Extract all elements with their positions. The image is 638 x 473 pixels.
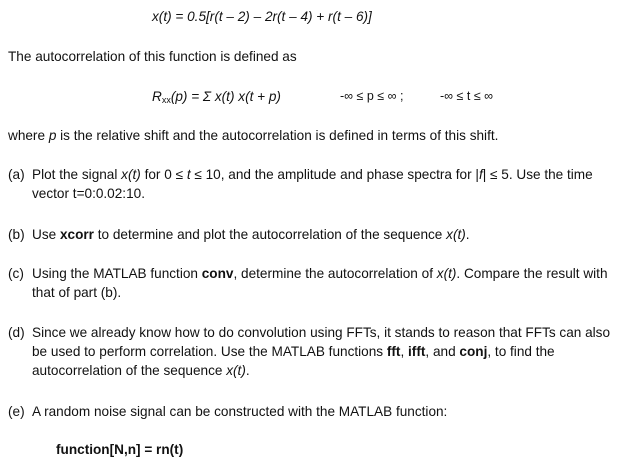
where-var: p xyxy=(48,128,57,143)
item-a-text-3: ≤ 10, and the amplitude and phase spectra for | xyxy=(190,167,479,182)
item-a-text-1: Plot the signal xyxy=(32,167,122,182)
where-post: is the relative shift and the autocorrelation is defined in terms of this shift. xyxy=(56,128,499,143)
item-d-ifft: ifft xyxy=(408,344,426,359)
item-d-label: (d) xyxy=(8,325,25,340)
item-d-conj: conj xyxy=(459,344,488,359)
item-a-t: t xyxy=(186,167,191,182)
item-b-text-3: . xyxy=(465,227,470,242)
where-text xyxy=(8,127,498,144)
item-d-text-2: , to find the autocorrelation of the sequence xyxy=(32,344,555,378)
signal-equation: x(t) = 0.5[r(t – 2) – 2r(t – 4) + r(t – 6)] xyxy=(152,9,372,24)
item-e-text-1: A random noise signal can be constructed with the MATLAB function: xyxy=(32,404,448,419)
item-c-x: x(t) xyxy=(436,266,457,281)
item-d-text-3: . xyxy=(245,363,250,378)
item-a-label: (a) xyxy=(8,167,25,182)
item-b-label: (b) xyxy=(8,227,25,242)
r-definition: (p) = Σ x(t) x(t + p) xyxy=(170,89,281,104)
item-c-text-3: . Compare the result with that of part (b). xyxy=(32,266,608,300)
item-d xyxy=(8,323,634,380)
item-c-text-1: Using the MATLAB function xyxy=(32,266,202,281)
item-c-text-2: , determine the autocorrelation of xyxy=(233,266,437,281)
autocorrelation-equation xyxy=(152,88,281,109)
where-pre: where xyxy=(8,128,49,143)
item-b-text-1: Use xyxy=(32,227,60,242)
p-range: -∞ ≤ p ≤ ∞ ; xyxy=(340,89,404,103)
item-b-text-2: to determine and plot the autocorrelation of the sequence xyxy=(93,227,447,242)
item-d-text-1: Since we already know how to do convolution using FFTs, it stands to reason that FFTs can also be used to perform correlation. Use the MATLAB functions xyxy=(32,325,611,359)
item-c xyxy=(8,264,634,302)
item-a-x: x(t) xyxy=(121,167,141,182)
item-d-comma-2: , and xyxy=(425,344,460,359)
item-a xyxy=(8,165,634,203)
item-a-f: f xyxy=(478,167,483,182)
item-a-text-2: for 0 ≤ xyxy=(140,167,187,182)
item-b-command: xcorr xyxy=(59,227,94,242)
item-e-label: (e) xyxy=(8,404,25,419)
item-c-command: conv xyxy=(201,266,234,281)
intro-text: The autocorrelation of this function is defined as xyxy=(8,49,297,64)
item-c-label: (c) xyxy=(8,266,24,281)
item-d-comma-1: , xyxy=(400,344,409,359)
item-d-fft: fft xyxy=(386,344,401,359)
item-b xyxy=(8,225,634,244)
item-d-x: x(t) xyxy=(226,363,246,378)
t-range: -∞ ≤ t ≤ ∞ xyxy=(440,89,494,103)
item-b-x: x(t) xyxy=(446,227,466,242)
r-symbol: R xyxy=(152,89,162,104)
function-signature: function[N,n] = rn(t) xyxy=(56,442,184,457)
item-e xyxy=(8,402,634,421)
r-subscript: xx xyxy=(161,95,171,105)
item-a-text-4: | ≤ 5. Use the time vector t=0:0.02:10. xyxy=(32,167,593,201)
